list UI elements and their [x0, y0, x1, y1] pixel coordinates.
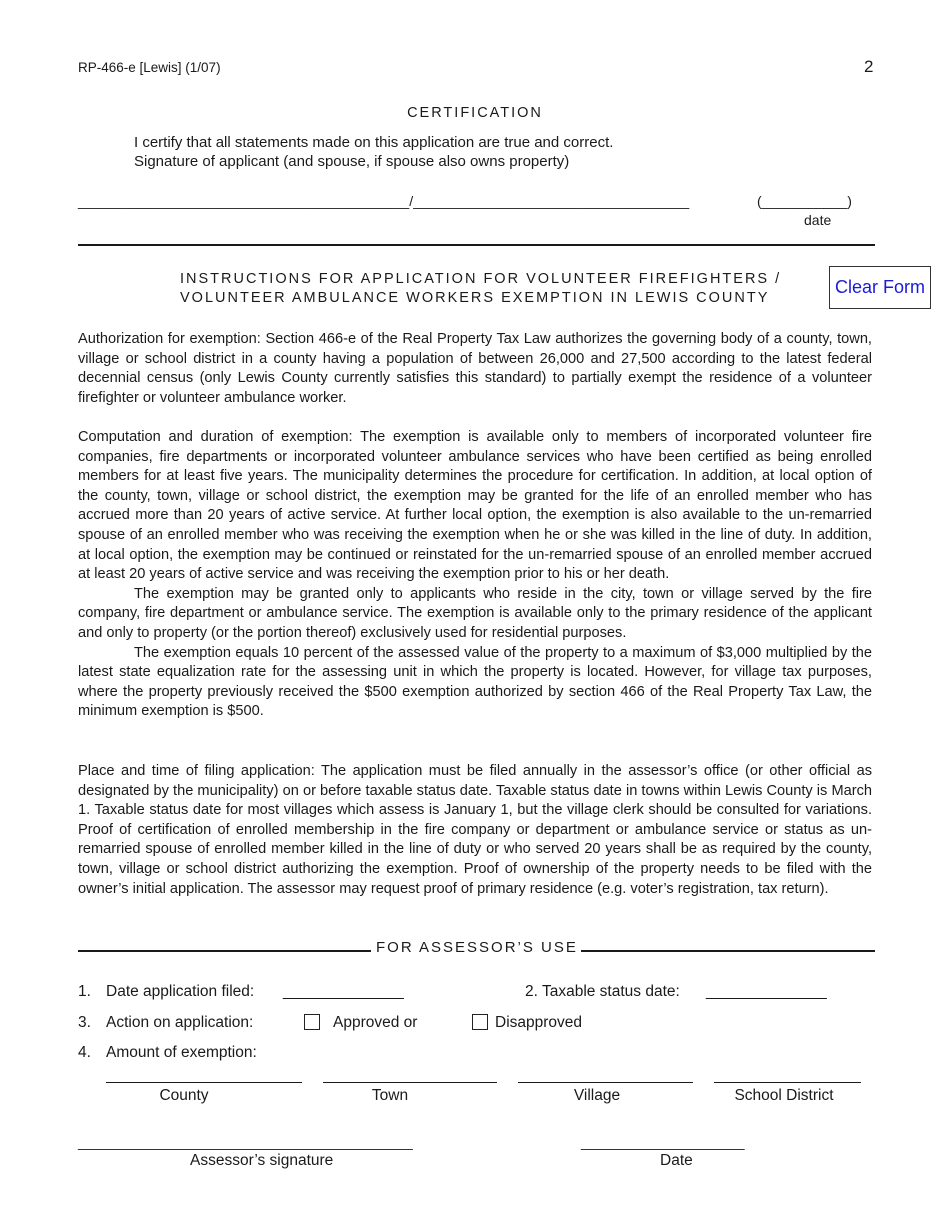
- taxable-status-date-field[interactable]: ______________: [706, 983, 827, 1000]
- date-filed-label: Date application filed:: [106, 983, 255, 1000]
- filing-paragraph: Place and time of filing application: The application must be filed annually in the assessor’s office (or other official as designated by the municipality) on or before taxable status date. Taxable status date in towns within Lewis County is March 1. Taxable status date for most villages which assess is January 1, but the village clerk should be consulted for variations. Proof of certification of enrolled membership in the fire company or department or ambulance service or status as un-remarried spouse of enrolled member killed in the line of duty or who served 20 years shall be as required by the county, town, village or school district authorizing the exemption. Proof of ownership of the property needs to be filed with the owner’s initial application. The assessor may request proof of primary residence (e.g. voter’s registration, tax return).: [78, 763, 872, 897]
- amount-label: Amount of exemption:: [106, 1044, 257, 1061]
- form-id: RP-466-e [Lewis] (1/07): [78, 60, 221, 75]
- date-label: date: [804, 212, 832, 228]
- date-filed-field[interactable]: ______________: [283, 983, 404, 1000]
- signature-instruction: Signature of applicant (and spouse, if spouse also owns property): [134, 153, 570, 170]
- assessor-signature-label: Assessor’s signature: [190, 1152, 334, 1169]
- assessor-date-line[interactable]: _____________________: [581, 1134, 745, 1150]
- assessor-signature-line[interactable]: ___________________________________________: [78, 1134, 413, 1150]
- county-amount-field[interactable]: [106, 1082, 302, 1083]
- certification-title: CERTIFICATION: [407, 105, 543, 121]
- disapproved-checkbox[interactable]: [472, 1014, 488, 1030]
- exemption-amount-paragraph: The exemption equals 10 percent of the assessed value of the property to a maximum of $3,000 multiplied by the latest state equalization rate for the assessing unit in which the property is located. However, for village tax purposes, where the property previously received the $500 exemption authorized by section 466 of the Real Property Tax Law, the minimum exemption is $500.: [78, 644, 872, 720]
- county-label: County: [159, 1087, 209, 1104]
- clear-form-button[interactable]: Clear Form: [829, 266, 931, 309]
- approved-checkbox[interactable]: [304, 1014, 320, 1030]
- assessor-section-title: FOR ASSESSOR’S USE: [376, 939, 578, 956]
- section-divider: [78, 244, 875, 246]
- applicant-date-field[interactable]: (___________): [757, 193, 852, 209]
- village-label: Village: [573, 1087, 621, 1104]
- item4-number: 4.: [78, 1044, 91, 1061]
- action-label: Action on application:: [106, 1014, 254, 1031]
- assessor-rule-left: [78, 950, 371, 952]
- taxable-status-date-label: 2. Taxable status date:: [525, 983, 680, 1000]
- school-district-amount-field[interactable]: [714, 1082, 861, 1083]
- authorization-paragraph: Authorization for exemption: Section 466-e of the Real Property Tax Law authorizes the governing body of a county, town, village or school district in a county having a population of between 26,000 and 27,500 according to the latest federal decennial census (only Lewis County currently satisfies this standard) to partially exempt the residence of a volunteer firefighter or volunteer ambulance worker.: [78, 331, 872, 406]
- certification-statement: I certify that all statements made on this application are true and correct.: [134, 134, 614, 151]
- approved-label: Approved or: [333, 1014, 418, 1031]
- assessor-date-label: Date: [660, 1152, 693, 1169]
- school-district-label: School District: [734, 1087, 834, 1104]
- instructions-title-line2: VOLUNTEER AMBULANCE WORKERS EXEMPTION IN LEWIS COUNTY: [180, 290, 770, 306]
- item1-number: 1.: [78, 983, 91, 1000]
- page-number: 2: [864, 57, 874, 76]
- instructions-title-line1: INSTRUCTIONS FOR APPLICATION FOR VOLUNTEER FIREFIGHTERS /: [180, 271, 782, 287]
- eligibility-paragraph: The exemption may be granted only to applicants who reside in the city, town or village served by the fire company, fire department or ambulance service. The exemption is available only to the primary residence of the applicant and only to property (or the portion thereof) exclusively used for residential purposes.: [78, 585, 872, 641]
- town-label: Town: [371, 1087, 409, 1104]
- item3-number: 3.: [78, 1014, 91, 1031]
- village-amount-field[interactable]: [518, 1082, 693, 1083]
- computation-paragraph: Computation and duration of exemption: The exemption is available only to members of incorporated volunteer fire companies, fire departments or incorporated volunteer ambulance services who have been certified as being enrolled members for at least five years. The municipality determines the procedure for certification. In addition, at local option of the county, town, village or school district, the exemption may be granted for the life of an enrolled member who has accrued more than 20 years of active service. At further local option, the exemption is also available to the un-remarried spouse of an enrolled member who was receiving the exemption when he or she was killed in the line of duty. In addition, at local option, the exemption may be continued or reinstated for the un-remarried spouse of an enrolled member accrued at least 20 years of active service and was receiving the exemption prior to his or her death.: [78, 429, 872, 583]
- disapproved-label: Disapproved: [495, 1014, 583, 1031]
- assessor-rule-right: [581, 950, 875, 952]
- town-amount-field[interactable]: [323, 1082, 497, 1083]
- applicant-signature-line[interactable]: __________________________________________/___________________________________: [78, 193, 690, 209]
